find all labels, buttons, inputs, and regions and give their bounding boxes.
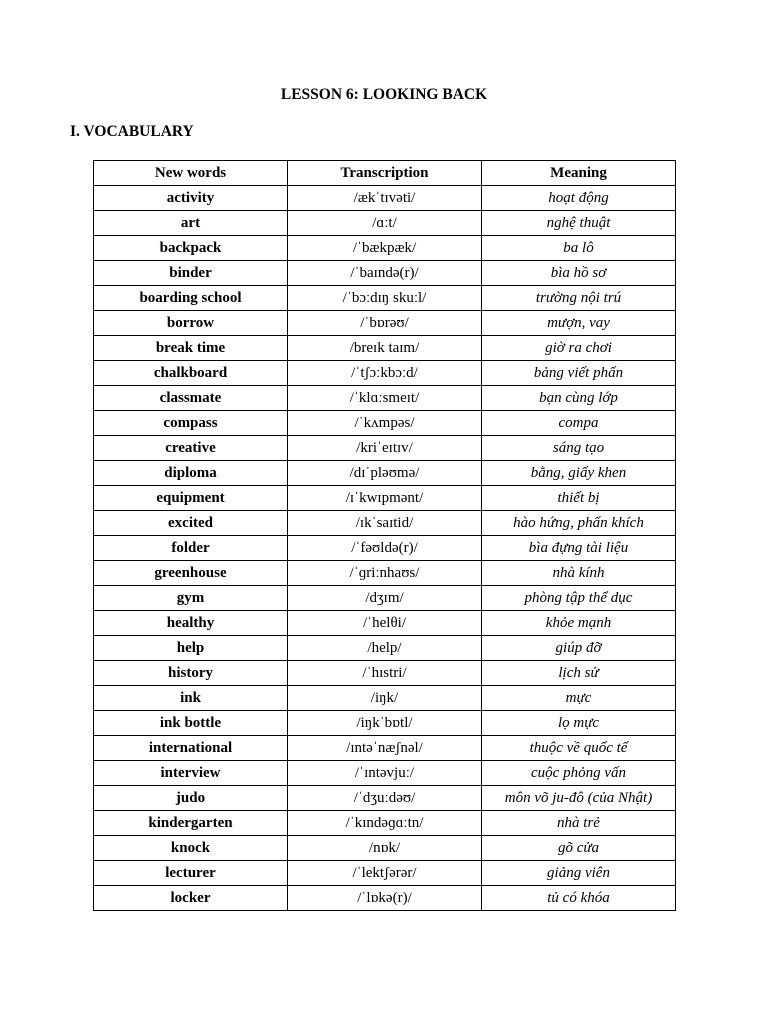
table-row [94, 186, 676, 211]
table-row [94, 836, 676, 861]
table-row [94, 511, 676, 536]
cell-transcription: /ˈlɒkə(r)/ [288, 886, 482, 911]
cell-meaning: thiết bị [482, 486, 676, 511]
cell-meaning: bằng, giấy khen [482, 461, 676, 486]
cell-new-word: diploma [94, 461, 288, 486]
cell-meaning: tủ có khóa [482, 886, 676, 911]
cell-meaning: môn võ ju-đô (của Nhật) [482, 786, 676, 811]
cell-new-word: chalkboard [94, 361, 288, 386]
table-row [94, 761, 676, 786]
table-row [94, 886, 676, 911]
cell-transcription: /ˈdʒuːdəʊ/ [288, 786, 482, 811]
cell-transcription: /kriˈeɪtɪv/ [288, 436, 482, 461]
header-transcription: Transcription [288, 161, 482, 186]
table-row [94, 786, 676, 811]
cell-meaning: gõ cửa [482, 836, 676, 861]
cell-new-word: classmate [94, 386, 288, 411]
cell-meaning: khỏe mạnh [482, 611, 676, 636]
cell-transcription: /ˈfəʊldə(r)/ [288, 536, 482, 561]
cell-transcription: /ˈɡriːnhaʊs/ [288, 561, 482, 586]
cell-meaning: lịch sử [482, 661, 676, 686]
cell-new-word: lecturer [94, 861, 288, 886]
cell-meaning: cuộc phỏng vấn [482, 761, 676, 786]
cell-new-word: creative [94, 436, 288, 461]
cell-meaning: nghệ thuật [482, 211, 676, 236]
cell-transcription: /dɪˈpləʊmə/ [288, 461, 482, 486]
cell-new-word: judo [94, 786, 288, 811]
table-row [94, 736, 676, 761]
table-row [94, 661, 676, 686]
cell-new-word: art [94, 211, 288, 236]
cell-new-word: ink [94, 686, 288, 711]
cell-transcription: /ɑːt/ [288, 211, 482, 236]
cell-meaning: trường nội trú [482, 286, 676, 311]
table-row [94, 536, 676, 561]
cell-new-word: backpack [94, 236, 288, 261]
table-row [94, 861, 676, 886]
cell-transcription: /ˈkʌmpəs/ [288, 411, 482, 436]
cell-meaning: thuộc về quốc tế [482, 736, 676, 761]
cell-new-word: international [94, 736, 288, 761]
cell-meaning: hào hứng, phấn khích [482, 511, 676, 536]
cell-new-word: greenhouse [94, 561, 288, 586]
cell-transcription: /ˈbækpæk/ [288, 236, 482, 261]
cell-meaning: mực [482, 686, 676, 711]
table-row [94, 411, 676, 436]
cell-meaning: giảng viên [482, 861, 676, 886]
table-row [94, 711, 676, 736]
cell-new-word: excited [94, 511, 288, 536]
cell-transcription: /ˈklɑːsmeɪt/ [288, 386, 482, 411]
cell-transcription: /ˈɪntəvjuː/ [288, 761, 482, 786]
cell-new-word: help [94, 636, 288, 661]
vocabulary-table [93, 160, 676, 911]
table-row [94, 386, 676, 411]
cell-new-word: binder [94, 261, 288, 286]
cell-new-word: history [94, 661, 288, 686]
section-heading: I. VOCABULARY [70, 123, 194, 140]
cell-transcription: /ˈkɪndəɡɑːtn/ [288, 811, 482, 836]
cell-new-word: folder [94, 536, 288, 561]
cell-transcription: /breɪk taɪm/ [288, 336, 482, 361]
header-new-words: New words [94, 161, 288, 186]
cell-meaning: bảng viết phấn [482, 361, 676, 386]
table-row [94, 611, 676, 636]
cell-meaning: nhà trẻ [482, 811, 676, 836]
table-row [94, 811, 676, 836]
cell-new-word: kindergarten [94, 811, 288, 836]
table-row [94, 561, 676, 586]
cell-new-word: equipment [94, 486, 288, 511]
cell-transcription: /iŋk/ [288, 686, 482, 711]
cell-new-word: borrow [94, 311, 288, 336]
cell-meaning: sáng tạo [482, 436, 676, 461]
cell-meaning: bìa hồ sơ [482, 261, 676, 286]
cell-meaning: giúp đỡ [482, 636, 676, 661]
table-row [94, 211, 676, 236]
cell-transcription: /help/ [288, 636, 482, 661]
cell-meaning: lọ mực [482, 711, 676, 736]
cell-transcription: /ɪˈkwɪpmənt/ [288, 486, 482, 511]
cell-transcription: /dʒɪm/ [288, 586, 482, 611]
cell-new-word: boarding school [94, 286, 288, 311]
cell-transcription: /iŋkˈbɒtl/ [288, 711, 482, 736]
cell-meaning: ba lô [482, 236, 676, 261]
cell-transcription: /nɒk/ [288, 836, 482, 861]
cell-meaning: mượn, vay [482, 311, 676, 336]
table-row [94, 461, 676, 486]
table-row [94, 636, 676, 661]
cell-transcription: /ækˈtɪvəti/ [288, 186, 482, 211]
cell-meaning: hoạt động [482, 186, 676, 211]
table-row [94, 486, 676, 511]
table-row [94, 361, 676, 386]
cell-transcription: /ˈtʃɔːkbɔːd/ [288, 361, 482, 386]
header-meaning: Meaning [482, 161, 676, 186]
cell-transcription: /ɪntəˈnæʃnəl/ [288, 736, 482, 761]
cell-new-word: interview [94, 761, 288, 786]
cell-transcription: /ˈbɒrəʊ/ [288, 311, 482, 336]
cell-transcription: /ˈbaɪndə(r)/ [288, 261, 482, 286]
cell-meaning: nhà kính [482, 561, 676, 586]
table-row [94, 236, 676, 261]
page-title: LESSON 6: LOOKING BACK [280, 86, 488, 103]
table-row [94, 436, 676, 461]
cell-new-word: healthy [94, 611, 288, 636]
cell-new-word: compass [94, 411, 288, 436]
table-row [94, 286, 676, 311]
cell-new-word: gym [94, 586, 288, 611]
table-header-row [94, 161, 676, 186]
cell-transcription: /ˈhelθi/ [288, 611, 482, 636]
table-row [94, 261, 676, 286]
cell-meaning: bìa đựng tài liệu [482, 536, 676, 561]
cell-meaning: bạn cùng lớp [482, 386, 676, 411]
table-row [94, 336, 676, 361]
cell-transcription: /ˈhɪstri/ [288, 661, 482, 686]
cell-new-word: break time [94, 336, 288, 361]
cell-meaning: giờ ra chơi [482, 336, 676, 361]
cell-meaning: compa [482, 411, 676, 436]
table-row [94, 586, 676, 611]
table-row [94, 686, 676, 711]
cell-transcription: /ˈbɔːdɪŋ skuːl/ [288, 286, 482, 311]
cell-transcription: /ɪkˈsaɪtid/ [288, 511, 482, 536]
table-row [94, 311, 676, 336]
cell-new-word: activity [94, 186, 288, 211]
cell-meaning: phòng tập thể dục [482, 586, 676, 611]
cell-new-word: knock [94, 836, 288, 861]
cell-transcription: /ˈlektʃərər/ [288, 861, 482, 886]
cell-new-word: locker [94, 886, 288, 911]
cell-new-word: ink bottle [94, 711, 288, 736]
